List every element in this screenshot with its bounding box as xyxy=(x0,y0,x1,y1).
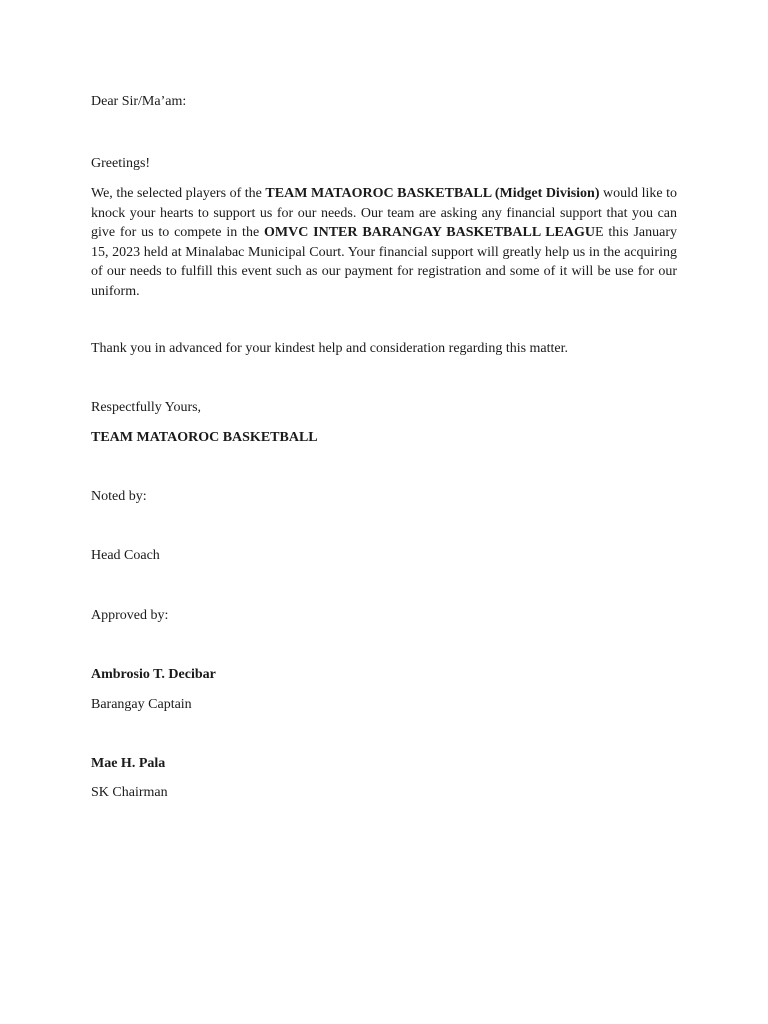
noted-by-label: Noted by: xyxy=(91,489,147,504)
body-text-1: We, the selected players of the xyxy=(91,186,266,201)
closing: Respectfully Yours, xyxy=(91,400,202,415)
team-signature: TEAM MATAOROC BASKETBALL xyxy=(91,430,318,445)
greeting: Greetings! xyxy=(91,156,151,171)
signatory-name: Ambrosio T. Decibar xyxy=(91,667,216,682)
signatory-title: Barangay Captain xyxy=(91,697,192,712)
body-paragraph xyxy=(91,184,677,302)
approved-by-label: Approved by: xyxy=(91,608,169,623)
head-coach: Head Coach xyxy=(91,548,160,563)
salutation: Dear Sir/Ma’am: xyxy=(91,94,187,109)
signatory-title: SK Chairman xyxy=(91,785,168,800)
body-text-3: E this January 15, 2023 held at Minalabac Municipal Court. Your financial support will greatly help us in the acquiring of our needs to fulfill this event such as our payment for registration and some of it will be use for our uniform. xyxy=(91,225,677,299)
thanks-line: Thank you in advanced for your kindest help and consideration regarding this matter. xyxy=(91,341,569,356)
team-division-name: TEAM MATAOROC BASKETBALL (Midget Division) xyxy=(265,186,600,201)
league-name: OMVC INTER BARANGAY BASKETBALL LEAGU xyxy=(264,225,596,241)
body-text-2: would like to knock your hearts to support us for our needs. Our team are asking any financial support that you can give for us to compete in the xyxy=(91,186,677,241)
signatory-name: Mae H. Pala xyxy=(91,756,166,771)
